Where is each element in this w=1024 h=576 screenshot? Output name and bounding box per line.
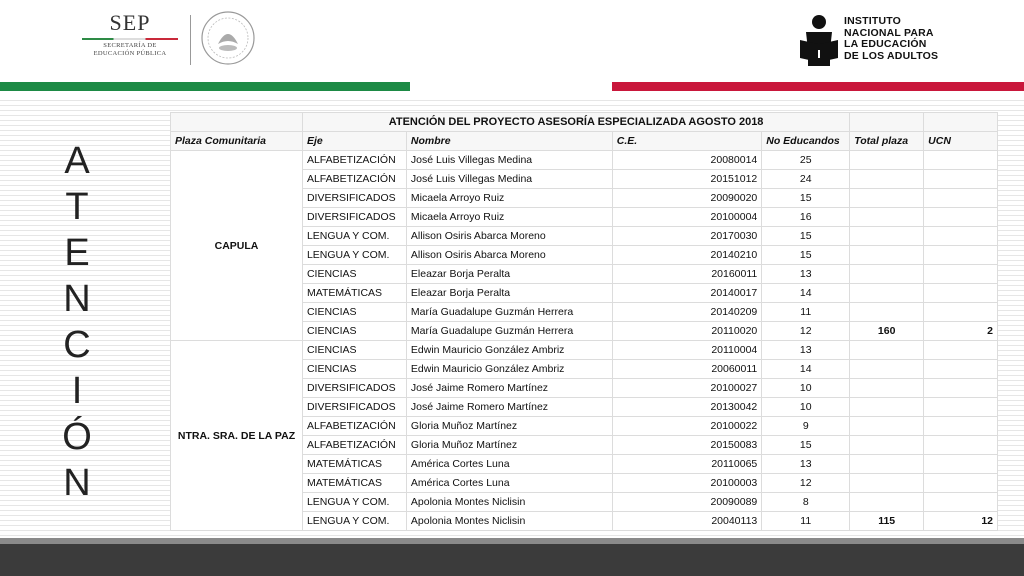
ce-cell: 20060011: [612, 360, 762, 379]
educandos-cell: 15: [762, 246, 850, 265]
nombre-cell: Eleazar Borja Peralta: [406, 265, 612, 284]
ucn-cell: [924, 417, 998, 436]
educandos-cell: 15: [762, 189, 850, 208]
ucn-cell: [924, 189, 998, 208]
vertical-letter: Ó: [62, 416, 92, 458]
total-plaza-cell: [850, 360, 924, 379]
eje-cell: DIVERSIFICADOS: [302, 208, 406, 227]
educandos-cell: 9: [762, 417, 850, 436]
ce-cell: 20130042: [612, 398, 762, 417]
total-plaza-cell: [850, 208, 924, 227]
red-bar: [612, 82, 1024, 91]
vertical-letter: E: [64, 232, 90, 274]
total-plaza-cell: [850, 417, 924, 436]
educandos-cell: 25: [762, 151, 850, 170]
nombre-cell: Apolonia Montes Niclisin: [406, 512, 612, 531]
eje-cell: MATEMÁTICAS: [302, 455, 406, 474]
total-plaza-cell: [850, 284, 924, 303]
eje-cell: MATEMÁTICAS: [302, 284, 406, 303]
educandos-cell: 8: [762, 493, 850, 512]
footer-bar: [0, 544, 1024, 576]
eje-cell: ALFABETIZACIÓN: [302, 151, 406, 170]
eje-cell: ALFABETIZACIÓN: [302, 417, 406, 436]
plaza-cell: CAPULA: [171, 151, 303, 341]
ucn-cell: 12: [924, 512, 998, 531]
eje-cell: CIENCIAS: [302, 341, 406, 360]
nombre-cell: Apolonia Montes Niclisin: [406, 493, 612, 512]
reading-person-icon: [798, 14, 840, 66]
total-plaza-cell: [850, 170, 924, 189]
ce-cell: 20100004: [612, 208, 762, 227]
col-header-ucn: UCN: [924, 132, 998, 151]
eje-cell: CIENCIAS: [302, 303, 406, 322]
ce-cell: 20160011: [612, 265, 762, 284]
sep-subtitle-2: EDUCACIÓN PÚBLICA: [93, 50, 167, 57]
inea-line-2: NACIONAL PARA: [844, 26, 934, 39]
ce-cell: 20090089: [612, 493, 762, 512]
nombre-cell: Micaela Arroyo Ruiz: [406, 208, 612, 227]
col-header-ce: C.E.: [612, 132, 762, 151]
nombre-cell: Edwin Mauricio González Ambriz: [406, 341, 612, 360]
ce-cell: 20040113: [612, 512, 762, 531]
nombre-cell: María Guadalupe Guzmán Herrera: [406, 322, 612, 341]
inea-line-4: DE LOS ADULTOS: [844, 49, 939, 62]
nombre-cell: Edwin Mauricio González Ambriz: [406, 360, 612, 379]
educandos-cell: 11: [762, 512, 850, 531]
ce-cell: 20100003: [612, 474, 762, 493]
ucn-cell: [924, 246, 998, 265]
total-plaza-cell: [850, 436, 924, 455]
eje-cell: LENGUA Y COM.: [302, 227, 406, 246]
total-plaza-cell: 160: [850, 322, 924, 341]
vertical-letter: N: [63, 278, 91, 320]
educandos-cell: 10: [762, 379, 850, 398]
vertical-letter: I: [71, 370, 83, 412]
vertical-letter: C: [63, 324, 91, 366]
educandos-cell: 12: [762, 474, 850, 493]
ce-cell: 20080014: [612, 151, 762, 170]
total-plaza-cell: 115: [850, 512, 924, 531]
ucn-cell: [924, 227, 998, 246]
inea-line-3: LA EDUCACIÓN: [844, 38, 927, 50]
ce-cell: 20150083: [612, 436, 762, 455]
ce-cell: 20140017: [612, 284, 762, 303]
inea-line-1: INSTITUTO: [844, 15, 902, 27]
coat-of-arms-icon: [200, 10, 256, 66]
inea-text: [844, 16, 938, 62]
sep-title: SEP: [109, 10, 151, 35]
total-plaza-cell: [850, 246, 924, 265]
col-header-eje: Eje: [302, 132, 406, 151]
total-plaza-cell: [850, 265, 924, 284]
nombre-cell: América Cortes Luna: [406, 455, 612, 474]
ce-cell: 20110020: [612, 322, 762, 341]
table-row: [171, 151, 998, 170]
nombre-cell: José Luis Villegas Medina: [406, 170, 612, 189]
ce-cell: 20170030: [612, 227, 762, 246]
educandos-cell: 11: [762, 303, 850, 322]
ucn-cell: [924, 455, 998, 474]
eje-cell: DIVERSIFICADOS: [302, 379, 406, 398]
total-plaza-cell: [850, 151, 924, 170]
ucn-cell: [924, 398, 998, 417]
nombre-cell: José Jaime Romero Martínez: [406, 398, 612, 417]
educandos-cell: 10: [762, 398, 850, 417]
table-row: [171, 341, 998, 360]
total-plaza-cell: [850, 474, 924, 493]
inea-logo: [798, 14, 958, 66]
educandos-cell: 13: [762, 341, 850, 360]
eje-cell: ALFABETIZACIÓN: [302, 170, 406, 189]
nombre-cell: María Guadalupe Guzmán Herrera: [406, 303, 612, 322]
educandos-cell: 12: [762, 322, 850, 341]
ce-cell: 20090020: [612, 189, 762, 208]
col-header-educandos: No Educandos: [762, 132, 850, 151]
vertical-title: [50, 138, 104, 506]
eje-cell: LENGUA Y COM.: [302, 246, 406, 265]
col-header-total: Total plaza: [850, 132, 924, 151]
ce-cell: 20140210: [612, 246, 762, 265]
sep-subtitle-1: SECRETARÍA DE: [103, 42, 157, 49]
educandos-cell: 24: [762, 170, 850, 189]
ucn-cell: [924, 151, 998, 170]
eje-cell: CIENCIAS: [302, 265, 406, 284]
ce-cell: 20100022: [612, 417, 762, 436]
educandos-cell: 14: [762, 360, 850, 379]
col-header-plaza: Plaza Comunitaria: [171, 132, 303, 151]
vertical-letter: A: [64, 140, 90, 182]
educandos-cell: 13: [762, 455, 850, 474]
nombre-cell: Allison Osiris Abarca Moreno: [406, 227, 612, 246]
total-plaza-cell: [850, 398, 924, 417]
eje-cell: LENGUA Y COM.: [302, 493, 406, 512]
eje-cell: DIVERSIFICADOS: [302, 189, 406, 208]
eje-cell: LENGUA Y COM.: [302, 512, 406, 531]
ce-cell: 20110004: [612, 341, 762, 360]
ce-cell: 20110065: [612, 455, 762, 474]
ucn-cell: [924, 265, 998, 284]
ucn-cell: [924, 474, 998, 493]
table-header-row: [171, 132, 998, 151]
total-plaza-cell: [850, 493, 924, 512]
ucn-cell: [924, 493, 998, 512]
ucn-cell: [924, 303, 998, 322]
educandos-cell: 15: [762, 227, 850, 246]
ucn-cell: 2: [924, 322, 998, 341]
green-bar: [0, 82, 410, 91]
ucn-cell: [924, 436, 998, 455]
ce-cell: 20100027: [612, 379, 762, 398]
sep-logo: [80, 10, 180, 70]
ce-cell: 20140209: [612, 303, 762, 322]
eje-cell: CIENCIAS: [302, 360, 406, 379]
plaza-cell: NTRA. SRA. DE LA PAZ: [171, 341, 303, 531]
col-header-nombre: Nombre: [406, 132, 612, 151]
nombre-cell: Gloria Muñoz Martínez: [406, 436, 612, 455]
nombre-cell: José Jaime Romero Martínez: [406, 379, 612, 398]
logo-divider: [190, 15, 191, 65]
total-plaza-cell: [850, 341, 924, 360]
nombre-cell: Micaela Arroyo Ruiz: [406, 189, 612, 208]
total-plaza-cell: [850, 303, 924, 322]
educandos-cell: 14: [762, 284, 850, 303]
nombre-cell: José Luis Villegas Medina: [406, 151, 612, 170]
nombre-cell: Eleazar Borja Peralta: [406, 284, 612, 303]
educandos-cell: 13: [762, 265, 850, 284]
nombre-cell: Gloria Muñoz Martínez: [406, 417, 612, 436]
ucn-cell: [924, 208, 998, 227]
ucn-cell: [924, 341, 998, 360]
total-plaza-cell: [850, 379, 924, 398]
eje-cell: CIENCIAS: [302, 322, 406, 341]
eje-cell: MATEMÁTICAS: [302, 474, 406, 493]
educandos-cell: 16: [762, 208, 850, 227]
ucn-cell: [924, 360, 998, 379]
educandos-cell: 15: [762, 436, 850, 455]
nombre-cell: Allison Osiris Abarca Moreno: [406, 246, 612, 265]
table-title: ATENCIÓN DEL PROYECTO ASESORÍA ESPECIALIZADA AGOSTO 2018: [302, 113, 849, 132]
total-plaza-cell: [850, 455, 924, 474]
total-plaza-cell: [850, 189, 924, 208]
vertical-letter: N: [63, 462, 91, 504]
ucn-cell: [924, 379, 998, 398]
table-title-row: [171, 113, 998, 132]
sep-tricolor-line: [82, 38, 178, 40]
ce-cell: 20151012: [612, 170, 762, 189]
ucn-cell: [924, 284, 998, 303]
header: [0, 0, 1024, 82]
nombre-cell: América Cortes Luna: [406, 474, 612, 493]
ucn-cell: [924, 170, 998, 189]
vertical-letter: T: [65, 186, 89, 228]
eje-cell: ALFABETIZACIÓN: [302, 436, 406, 455]
attention-table: [170, 112, 998, 531]
eje-cell: DIVERSIFICADOS: [302, 398, 406, 417]
total-plaza-cell: [850, 227, 924, 246]
